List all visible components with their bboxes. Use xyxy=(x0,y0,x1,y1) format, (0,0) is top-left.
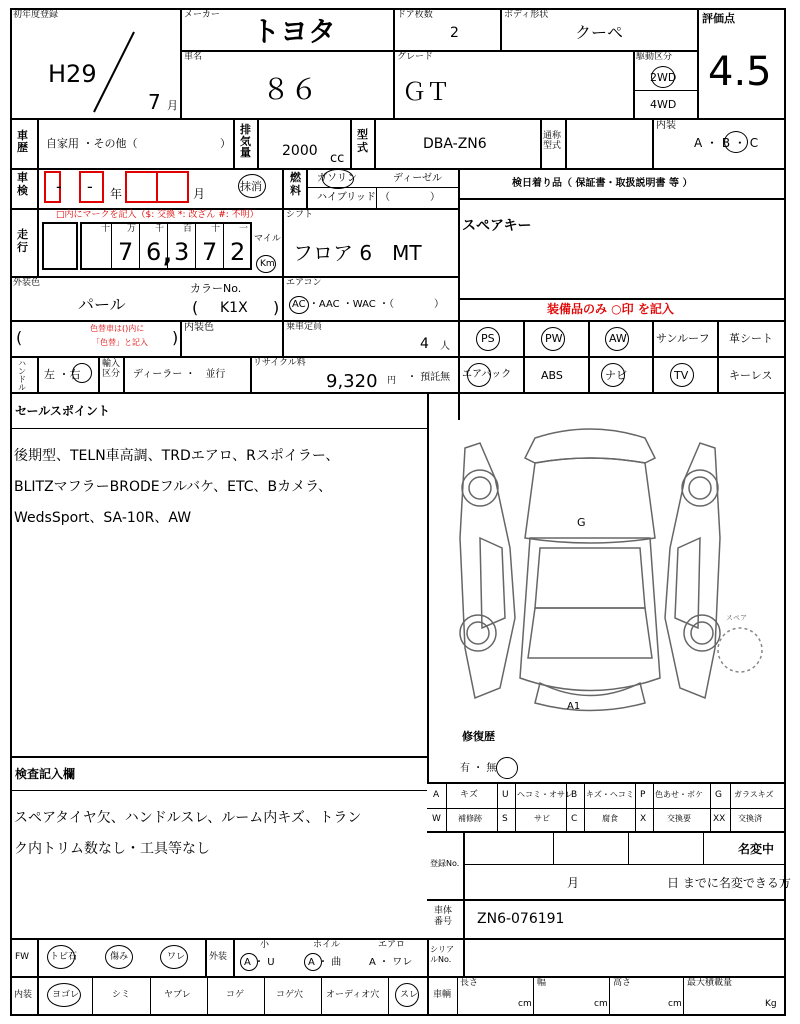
fuel-diesel: ディーゼル xyxy=(393,173,442,184)
color-change-note2: 「色替」と記入 xyxy=(92,338,148,347)
repair-label: 修復歴 xyxy=(462,730,495,743)
insp-dash-2: - xyxy=(87,177,93,196)
color-no-close: ) xyxy=(273,298,280,317)
diagram-spare-label: スペア xyxy=(726,614,747,622)
legend-code: C xyxy=(571,814,578,824)
legend-desc: ガラスキズ xyxy=(734,790,774,799)
score-label: 評価点 xyxy=(702,12,735,25)
interior-grade-circle xyxy=(724,131,748,153)
equip-navi: ナビ xyxy=(605,369,627,382)
recycle-unit: 円 xyxy=(387,376,397,386)
wheel-value: A ・ 曲 xyxy=(308,957,342,968)
interior-item: ヨゴレ xyxy=(52,990,80,1000)
exterior-label: 外装 xyxy=(209,952,228,962)
docs-title: 検日着り品（ 保証書・取扱説明書 等 ） xyxy=(512,178,693,189)
cm-unit: cm xyxy=(518,999,532,1009)
capacity-label: 乗車定員 xyxy=(286,322,323,332)
inspection-line: スペアタイヤ欠、ハンドルスレ、ルーム内キズ、トラン xyxy=(14,810,362,826)
unit-label: 百 xyxy=(183,224,193,234)
doors-label: ドア枚数 xyxy=(397,10,433,20)
first-reg-year: H29 xyxy=(48,60,97,88)
legend-desc: ヘコミ・オサレ xyxy=(517,790,573,799)
mileage-label: 走行 xyxy=(17,228,28,255)
legend-desc: キズ xyxy=(460,790,478,800)
color-change-open: ( xyxy=(16,328,23,347)
exterior-color-value: パール xyxy=(78,295,126,314)
legend-code: U xyxy=(502,790,509,800)
interior-label: 内装 xyxy=(14,990,33,1000)
insp-month-unit: 月 xyxy=(193,187,206,201)
equip-abs: ABS xyxy=(541,369,563,382)
history-text: 自家用 ・その他（ xyxy=(46,137,138,150)
shift-label: シフト xyxy=(286,210,314,220)
grade-value: ＧＴ xyxy=(402,78,450,106)
legend-desc: 色あせ・ボケ xyxy=(655,790,703,799)
inspection-label: 車検 xyxy=(17,171,28,197)
legend-code: P xyxy=(640,790,646,800)
ac-options: AC ・AAC ・WAC ・（ ） xyxy=(292,299,444,310)
fuel-label: 燃料 xyxy=(290,171,301,197)
drive-label: 駆動区分 xyxy=(636,52,673,62)
insp-year-unit: 年 xyxy=(110,187,123,201)
cm-unit: cm xyxy=(668,999,682,1009)
length-label: 長さ xyxy=(460,978,479,988)
type-label: 型式 xyxy=(357,128,368,155)
equip-keyless: キーレス xyxy=(729,369,773,382)
equip-ps: PS xyxy=(481,332,495,345)
mileage-digit: 3 xyxy=(174,238,190,266)
interior-item: コゲ xyxy=(226,990,245,1000)
maker-value: トヨタ xyxy=(252,15,337,48)
diagram-g-label: G xyxy=(577,516,586,529)
insp-dash-1: - xyxy=(56,177,62,196)
fw-item: 傷み xyxy=(110,952,129,962)
import-label: 輸入区分 xyxy=(102,359,121,379)
fw-item: トビ石 xyxy=(50,952,78,962)
inspection-status: 抹消 xyxy=(240,180,262,193)
mileage-mark-box xyxy=(42,222,78,270)
interior-grade-label: 内装 xyxy=(656,120,676,131)
legend-code: B xyxy=(571,790,578,800)
width-label: 幅 xyxy=(537,978,547,988)
color-no-open: ( xyxy=(192,298,199,317)
small-value: A ・ U xyxy=(244,957,275,968)
unit-label: 十 xyxy=(101,224,111,234)
legend-code: S xyxy=(502,814,508,824)
spare-tire-outline xyxy=(718,628,762,672)
serial-label: シリアルNo. xyxy=(430,945,454,964)
history-label: 車歴 xyxy=(17,129,28,155)
history-close: ） xyxy=(220,137,231,150)
handle-value: 左 ・右 xyxy=(44,368,81,381)
repair-value: 有 ・ 無 xyxy=(460,763,497,774)
kg-unit: Kg xyxy=(765,999,777,1009)
fuel-gasoline: ガソリン xyxy=(317,173,357,184)
dims-label: 車輌 xyxy=(433,990,452,1000)
date-slash xyxy=(90,30,140,114)
interior-item: コゲ穴 xyxy=(276,990,304,1000)
legend-code: A xyxy=(433,790,440,800)
body-value: クーペ xyxy=(575,23,624,42)
capacity-value: 4 xyxy=(420,336,429,352)
aero-value: A ・ ワレ xyxy=(369,957,413,968)
legend-code: G xyxy=(715,790,722,800)
registration-label: 登録No. xyxy=(430,859,460,868)
chassis-value: ZN6-076191 xyxy=(477,911,565,927)
color-change-close: ) xyxy=(172,328,179,347)
interior-item: ヤブレ xyxy=(164,990,191,1000)
legend-desc: 交換要 xyxy=(667,814,691,823)
small-label: 小 xyxy=(260,940,270,950)
mileage-comma: , xyxy=(163,240,173,268)
type-value: DBA-ZN6 xyxy=(423,136,487,152)
aero-label: エアロ xyxy=(378,940,406,950)
capacity-unit: 人 xyxy=(440,341,450,352)
interior-color-label: 内装色 xyxy=(184,322,214,333)
interior-item: オーディオ穴 xyxy=(326,990,380,1000)
sales-title: セールスポイント xyxy=(15,404,110,418)
wheel-label: ホイル xyxy=(313,940,341,950)
inspection-title: 検査記入欄 xyxy=(15,767,76,781)
unit-label: 千 xyxy=(155,224,165,234)
reg-day-text: 日 までに名変できる方 xyxy=(667,876,791,890)
equip-tv: TV xyxy=(674,369,689,382)
equip-aw: AW xyxy=(609,332,627,345)
drive-2wd: 2WD xyxy=(650,71,677,84)
car-diagram xyxy=(440,418,780,718)
common-type-label: 通称型式 xyxy=(543,131,562,151)
equip-pw: PW xyxy=(545,332,563,345)
disp-label: 排気量 xyxy=(240,123,251,160)
handle-label: ハンドル xyxy=(18,359,26,392)
fuel-hybrid: ハイブリッド xyxy=(317,192,376,203)
height-label: 高さ xyxy=(613,978,632,988)
sales-line: 後期型、TELN車高調、TRDエアロ、Rスポイラー、 xyxy=(14,448,340,464)
import-value: ディーラー ・ 並行 xyxy=(133,369,226,380)
unit-label: 十 xyxy=(211,224,221,234)
recycle-value: 9,320 xyxy=(326,371,378,392)
fw-label: FW xyxy=(15,952,30,962)
legend-desc: キズ・ヘコミ xyxy=(586,790,634,799)
sales-line: BLITZマフラーBRODEフルバケ、ETC、Bカメラ、 xyxy=(14,479,332,495)
drive-4wd: 4WD xyxy=(650,98,677,111)
legend-code: X xyxy=(640,814,647,824)
disp-value: 2000 xyxy=(282,143,318,159)
unit-label: 万 xyxy=(127,224,137,234)
drive-2wd-circle xyxy=(651,66,675,88)
model-value: ８６ xyxy=(262,73,319,106)
unit-label: 一 xyxy=(239,224,249,234)
doors-value: 2 xyxy=(450,25,459,41)
color-no-label: カラーNo. xyxy=(190,282,242,295)
mile-label: マイル xyxy=(254,234,281,244)
recycle-deposit: ・ 預託無 xyxy=(407,372,451,383)
first-reg-label: 初年度登録 xyxy=(13,10,59,20)
equip-sunroof: サンルーフ xyxy=(656,332,710,345)
fw-item: ワレ xyxy=(167,952,186,962)
mileage-note: □内にマークを記入（$: 交換 *: 改ざん #: 不明） xyxy=(56,210,259,220)
equip-note: スペアキー xyxy=(462,218,532,234)
mileage-digit: 2 xyxy=(230,238,246,266)
score-value: 4.5 xyxy=(708,49,772,95)
fuel-other: （ ） xyxy=(380,192,440,203)
sales-line: WedsSport、SA-10R、AW xyxy=(14,510,192,526)
name-change: 名変中 xyxy=(738,842,775,856)
color-change-note1: 色替車は()内に xyxy=(90,324,145,333)
inspection-line: ク内トリム数なし・工具等なし xyxy=(14,841,210,857)
mileage-digit: 7 xyxy=(118,238,134,266)
body-label: ボディ形状 xyxy=(504,10,549,20)
grade-label: グレード xyxy=(397,52,434,62)
load-label: 最大積載量 xyxy=(687,978,733,988)
km-label: Km xyxy=(260,259,275,269)
equip-airbag: エアバック xyxy=(462,369,512,380)
chassis-label: 車体番号 xyxy=(434,906,453,927)
interior-item: スレ xyxy=(400,990,419,1000)
month-unit: 月 xyxy=(167,99,178,112)
color-no-value: K1X xyxy=(220,300,248,316)
interior-item: シミ xyxy=(112,990,131,1000)
reg-month-unit: 月 xyxy=(567,876,580,890)
model-label: 車名 xyxy=(184,52,203,62)
equip-leather: 革シート xyxy=(729,332,773,345)
recycle-label: リサイクル料 xyxy=(253,358,306,368)
mileage-digit: 6 xyxy=(146,238,162,266)
shift-value: フロア 6 MT xyxy=(293,241,422,265)
disp-unit: cc xyxy=(330,151,345,166)
exterior-color-label: 外装色 xyxy=(13,278,41,288)
legend-desc: 補修跡 xyxy=(458,814,482,823)
diagram-a1-label: A1 xyxy=(567,701,581,712)
legend-code: W xyxy=(432,814,441,824)
legend-desc: 交換済 xyxy=(738,814,762,823)
legend-desc: 腐食 xyxy=(602,814,618,823)
first-reg-month: 7 xyxy=(148,90,161,114)
legend-code: XX xyxy=(713,814,726,824)
equip-title: 装備品のみ ○印 を記入 xyxy=(547,302,674,316)
interior-grade-value: A ・ B ・ C xyxy=(694,136,759,150)
ac-label: エアコン xyxy=(286,278,322,288)
cm-unit: cm xyxy=(594,999,608,1009)
mileage-digit: 7 xyxy=(202,238,218,266)
maker-label: メーカー xyxy=(184,10,220,20)
legend-desc: サビ xyxy=(534,814,550,823)
